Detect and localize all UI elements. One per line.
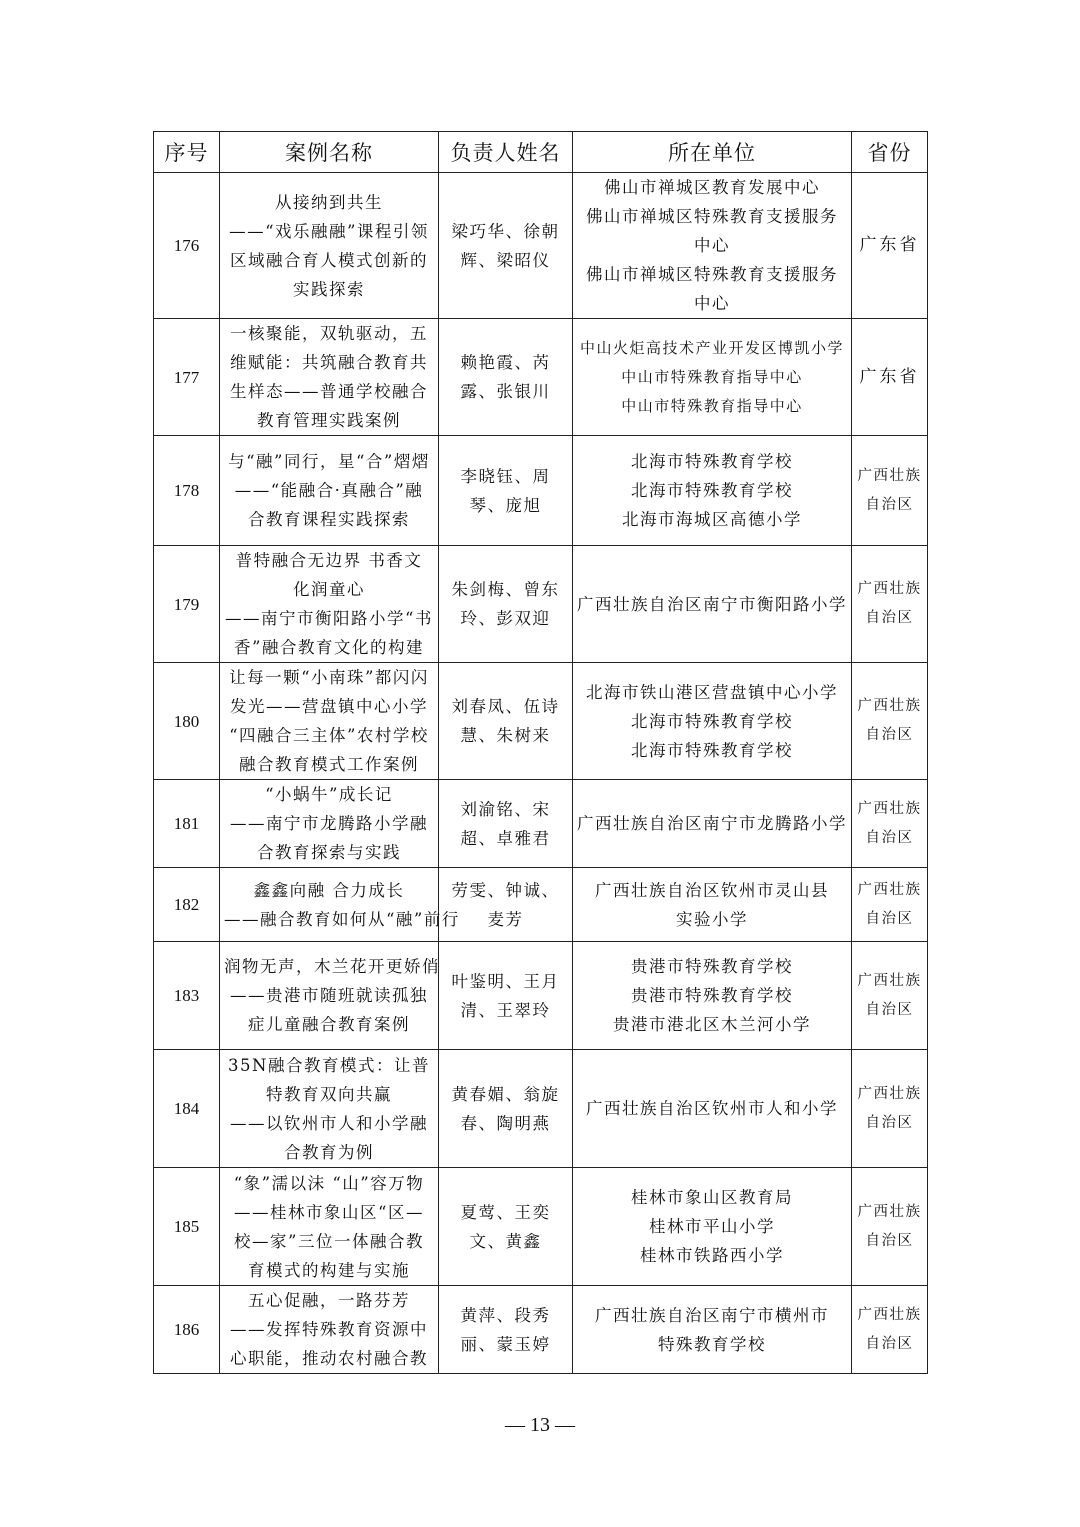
- case-name-cell-line: 特教育双向共赢: [266, 1084, 392, 1104]
- unit-cell-line: 中山火炬高技术产业开发区博凯小学: [579, 338, 844, 357]
- unit-cell-line: 广西壮族自治区南宁市龙腾路小学: [577, 814, 847, 833]
- person-in-charge-cell-line: 露、张银川: [460, 382, 551, 401]
- person-in-charge-cell: [439, 1286, 573, 1374]
- person-in-charge-cell-line: 清、王翠玲: [460, 1000, 551, 1020]
- case-name-cell-line: ——南宁市龙腾路小学融: [230, 814, 428, 833]
- case-list-table: [153, 131, 928, 1374]
- header-index: 序号: [154, 132, 220, 173]
- table-row: [154, 546, 928, 663]
- table-row: [154, 663, 928, 780]
- province-cell-line: 广西壮族: [857, 1306, 922, 1323]
- case-name-cell-line: ——贵港市随班就读孤独: [230, 986, 428, 1005]
- province-cell-line: 自治区: [865, 496, 914, 513]
- person-in-charge-cell-line: 玲、彭双迎: [460, 609, 551, 628]
- person-in-charge-cell-line: 李晓钰、周: [460, 466, 551, 486]
- unit-cell-line: 中心: [694, 294, 730, 313]
- unit-cell-line: 特殊教育学校: [658, 1334, 766, 1354]
- table-row: [154, 868, 928, 942]
- province-cell: [852, 663, 928, 780]
- person-in-charge-cell-line: 辉、梁昭仪: [460, 250, 551, 270]
- unit-cell: [573, 868, 852, 942]
- province-cell-line: 广东省: [859, 235, 920, 255]
- province-cell-line: 广西壮族: [857, 972, 922, 989]
- province-cell-line: 自治区: [865, 1001, 914, 1018]
- province-cell-line: 广西壮族: [857, 881, 922, 898]
- person-in-charge-cell-line: 朱剑梅、曾东: [451, 580, 560, 599]
- person-in-charge-cell-line: 丽、蒙玉婷: [460, 1334, 551, 1354]
- province-cell-line: 广西壮族: [857, 800, 922, 817]
- province-cell: [852, 1050, 928, 1168]
- table-row: [154, 436, 928, 546]
- person-in-charge-cell: [439, 436, 573, 546]
- unit-cell-line: 桂林市象山区教育局: [631, 1188, 793, 1207]
- case-name-cell-line: “小蜗牛”成长记: [265, 785, 393, 804]
- case-name-cell-line: 融合教育模式工作案例: [239, 755, 419, 774]
- province-cell: [852, 436, 928, 546]
- case-name-cell-line: ——桂林市象山区“区—: [234, 1202, 424, 1222]
- case-name-cell-line: 合教育探索与实践: [257, 843, 401, 862]
- table-row: [154, 319, 928, 436]
- case-name-cell: [220, 319, 439, 436]
- case-name-cell-line: 鑫鑫向融 合力成长: [253, 880, 405, 900]
- province-cell: [852, 868, 928, 942]
- unit-cell-line: 中山市特殊教育指导中心: [621, 396, 803, 415]
- case-name-cell-line: 实践探索: [293, 279, 365, 299]
- case-name-cell-line: 校—家”三位一体融合教: [234, 1231, 424, 1251]
- unit-cell-line: 北海市铁山港区营盘镇中心小学: [586, 682, 838, 702]
- case-name-cell-line: 维赋能：共筑融合教育共: [230, 353, 428, 372]
- province-cell: [852, 173, 928, 319]
- person-in-charge-cell: [439, 780, 573, 868]
- province-cell-line: 广西壮族: [857, 581, 922, 597]
- person-in-charge-cell-line: 黄萍、段秀: [460, 1305, 551, 1325]
- case-name-cell-line: 一核聚能，双轨驱动，五: [230, 324, 428, 343]
- person-in-charge-cell: [439, 868, 573, 942]
- unit-cell: [573, 1050, 852, 1168]
- unit-cell: [573, 1168, 852, 1286]
- case-name-cell-line: 生样态——普通学校融合: [230, 382, 428, 401]
- unit-cell-line: 贵港市特殊教育学校: [631, 986, 793, 1005]
- unit-cell: [573, 663, 852, 780]
- row-index: 180: [154, 663, 220, 780]
- province-cell-line: 广西壮族: [857, 467, 922, 484]
- case-name-cell-line: 让每一颗“小南珠”都闪闪: [229, 668, 429, 687]
- case-name-cell-line: 润物无声，木兰花开更娇俏: [224, 957, 440, 976]
- header-unit: 所在单位: [573, 132, 852, 173]
- person-in-charge-cell-line: 夏莺、王奕: [460, 1202, 551, 1222]
- unit-cell-line: 中心: [694, 236, 730, 255]
- province-cell-line: 自治区: [865, 1335, 914, 1352]
- case-name-cell-line: 与“融”同行，星“合”熠熠: [228, 452, 430, 471]
- row-index: 184: [154, 1050, 220, 1168]
- table-row: [154, 1050, 928, 1168]
- province-cell: [852, 546, 928, 663]
- case-name-cell-line: 从接纳到共生: [275, 192, 383, 212]
- case-name-cell-line: ——“能融合·真融合”融: [234, 481, 424, 500]
- header-case-name: 案例名称: [220, 132, 439, 173]
- person-in-charge-cell: [439, 1050, 573, 1168]
- case-name-cell-line: 五心促融，一路芬芳: [248, 1291, 410, 1310]
- province-cell-line: 广东省: [859, 366, 920, 387]
- person-in-charge-cell-line: 赖艳霞、芮: [460, 353, 551, 372]
- province-cell-line: 自治区: [865, 829, 914, 846]
- case-name-cell-line: 合教育为例: [284, 1142, 374, 1162]
- unit-cell: [573, 780, 852, 868]
- unit-cell-line: 佛山市禅城区特殊教育支援服务: [586, 265, 838, 284]
- case-name-cell: [220, 942, 439, 1050]
- unit-cell-line: 北海市特殊教育学校: [631, 740, 793, 760]
- case-name-cell: [220, 1286, 439, 1374]
- person-in-charge-cell-line: 叶鉴明、王月: [451, 971, 560, 991]
- case-name-cell-line: ——融合教育如何从“融”前行: [224, 909, 460, 929]
- case-name-cell: [220, 1168, 439, 1286]
- person-in-charge-cell: [439, 942, 573, 1050]
- case-name-cell: [220, 173, 439, 319]
- case-name-cell-line: 普特融合无边界 书香文: [235, 551, 423, 570]
- case-name-cell-line: “象”濡以沫 “山”容万物: [233, 1173, 425, 1193]
- province-cell-line: 广西壮族: [857, 1203, 922, 1220]
- case-name-cell: [220, 546, 439, 663]
- case-name-cell-line: 心职能，推动农村融合教: [230, 1349, 428, 1368]
- case-name-cell: [220, 1050, 439, 1168]
- province-cell-line: 自治区: [865, 910, 914, 927]
- table-body: [154, 173, 928, 1374]
- table-row: [154, 173, 928, 319]
- case-name-cell-line: 合教育课程实践探索: [248, 510, 410, 529]
- province-cell-line: 自治区: [865, 610, 914, 626]
- unit-cell-line: 广西壮族自治区钦州市灵山县: [595, 880, 829, 900]
- province-cell-line: 广西壮族: [857, 1085, 922, 1102]
- row-index: 176: [154, 173, 220, 319]
- unit-cell-line: 桂林市平山小学: [649, 1217, 775, 1236]
- case-name-cell-line: 香”融合教育文化的构建: [234, 638, 424, 657]
- province-cell-line: 广西壮族: [857, 698, 922, 714]
- case-name-cell-line: 育模式的构建与实施: [248, 1260, 410, 1280]
- case-name-cell: [220, 780, 439, 868]
- province-cell: [852, 1286, 928, 1374]
- unit-cell-line: 广西壮族自治区南宁市衡阳路小学: [577, 594, 847, 614]
- table-row: [154, 1168, 928, 1286]
- case-name-cell-line: 区域融合育人模式创新的: [230, 250, 428, 270]
- table-row: [154, 780, 928, 868]
- person-in-charge-cell: [439, 319, 573, 436]
- unit-cell-line: 贵港市特殊教育学校: [631, 957, 793, 976]
- province-cell: [852, 942, 928, 1050]
- province-cell-line: 自治区: [865, 1232, 914, 1249]
- person-in-charge-cell-line: 刘春凤、伍诗: [451, 697, 560, 716]
- unit-cell-line: 佛山市禅城区教育发展中心: [604, 178, 820, 197]
- row-index: 178: [154, 436, 220, 546]
- row-index: 181: [154, 780, 220, 868]
- table-header-row: [154, 132, 928, 173]
- unit-cell-line: 北海市特殊教育学校: [631, 481, 793, 500]
- province-cell-line: 自治区: [865, 1114, 914, 1131]
- unit-cell-line: 实验小学: [676, 909, 748, 929]
- unit-cell-line: 佛山市禅城区特殊教育支援服务: [586, 207, 838, 226]
- unit-cell: [573, 1286, 852, 1374]
- unit-cell-line: 中山市特殊教育指导中心: [621, 367, 803, 386]
- case-name-cell-line: ——“戏乐融融”课程引领: [229, 221, 429, 241]
- row-index: 185: [154, 1168, 220, 1286]
- unit-cell: [573, 319, 852, 436]
- row-index: 182: [154, 868, 220, 942]
- person-in-charge-cell-line: 梁巧华、徐朝: [451, 221, 560, 241]
- case-name-cell-line: 症儿童融合教育案例: [248, 1015, 410, 1034]
- person-in-charge-cell-line: 黄春媚、翁旋: [451, 1084, 560, 1104]
- province-cell: [852, 319, 928, 436]
- case-name-cell-line: ——南宁市衡阳路小学“书: [225, 609, 433, 628]
- case-name-cell-line: ——发挥特殊教育资源中: [230, 1320, 428, 1339]
- person-in-charge-cell-line: 春、陶明燕: [460, 1113, 551, 1133]
- table-row: [154, 942, 928, 1050]
- person-in-charge-cell-line: 刘渝铭、宋: [460, 799, 551, 819]
- header-person-in-charge: 负责人姓名: [439, 132, 573, 173]
- row-index: 183: [154, 942, 220, 1050]
- person-in-charge-cell: [439, 546, 573, 663]
- unit-cell: [573, 942, 852, 1050]
- person-in-charge-cell-line: 慧、朱树来: [460, 726, 551, 745]
- row-index: 177: [154, 319, 220, 436]
- case-name-cell: [220, 663, 439, 780]
- unit-cell-line: 广西壮族自治区南宁市横州市: [595, 1305, 829, 1325]
- person-in-charge-cell-line: 麦芳: [487, 909, 524, 929]
- row-index: 179: [154, 546, 220, 663]
- person-in-charge-cell-line: 文、黄鑫: [469, 1231, 542, 1251]
- case-name-cell-line: “四融合三主体”农村学校: [229, 726, 429, 745]
- person-in-charge-cell: [439, 1168, 573, 1286]
- page-number: — 13 —: [505, 1414, 575, 1436]
- unit-cell: [573, 173, 852, 319]
- unit-cell-line: 广西壮族自治区钦州市人和小学: [586, 1099, 838, 1118]
- case-name-cell: [220, 436, 439, 546]
- header-province: 省份: [852, 132, 928, 173]
- person-in-charge-cell: [439, 663, 573, 780]
- unit-cell-line: 桂林市铁路西小学: [640, 1246, 784, 1265]
- unit-cell-line: 北海市特殊教育学校: [631, 711, 793, 731]
- case-name-cell-line: 化润童心: [293, 580, 365, 599]
- unit-cell: [573, 436, 852, 546]
- province-cell: [852, 780, 928, 868]
- person-in-charge-cell-line: 劳雯、钟诚、: [451, 880, 560, 900]
- province-cell-line: 自治区: [865, 727, 914, 743]
- unit-cell-line: 贵港市港北区木兰河小学: [613, 1015, 811, 1034]
- unit-cell-line: 北海市海城区高德小学: [622, 510, 802, 529]
- case-name-cell-line: 教育管理实践案例: [257, 411, 401, 430]
- person-in-charge-cell: [439, 173, 573, 319]
- case-name-cell-line: ——以钦州市人和小学融: [230, 1113, 428, 1133]
- case-name-cell-line: 发光——营盘镇中心小学: [230, 697, 428, 716]
- person-in-charge-cell-line: 超、卓雅君: [460, 828, 551, 848]
- row-index: 186: [154, 1286, 220, 1374]
- province-cell: [852, 1168, 928, 1286]
- table-row: [154, 1286, 928, 1374]
- case-name-cell-line: 35N融合教育模式：让普: [228, 1055, 430, 1075]
- unit-cell: [573, 546, 852, 663]
- unit-cell-line: 北海市特殊教育学校: [631, 452, 793, 471]
- person-in-charge-cell-line: 琴、庞旭: [469, 495, 542, 515]
- case-name-cell: [220, 868, 460, 942]
